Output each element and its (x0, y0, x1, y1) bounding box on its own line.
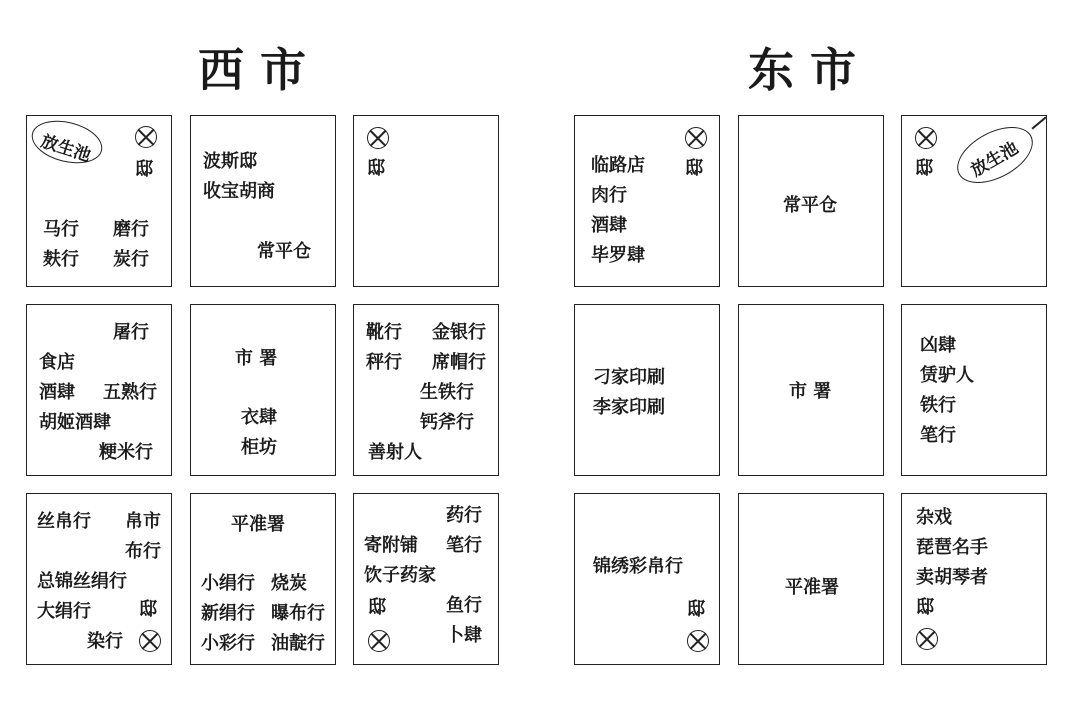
shop-label: 毕罗肆 (591, 245, 645, 266)
shop-label: 酒肆 (591, 215, 627, 236)
shop-label: 铁行 (920, 395, 956, 416)
well-cross-circle-icon (916, 628, 938, 650)
shop-label: 凶肆 (920, 335, 956, 356)
well-cross-circle-icon (915, 127, 937, 149)
shop-label: 大绢行 (37, 601, 91, 622)
shop-label: 席帽行 (432, 352, 486, 373)
well-cross-circle-icon (685, 127, 707, 149)
west-market-title: 西 市 (198, 43, 307, 97)
shop-label: 五熟行 (103, 382, 157, 403)
shop-label: 杂戏 (916, 507, 952, 528)
shop-label: 刁家印刷 (593, 367, 665, 388)
west-block-8 (190, 493, 336, 665)
east-block-7 (574, 493, 720, 665)
shop-label: 生铁行 (420, 382, 474, 403)
shop-label: 磨行 (113, 219, 149, 240)
shop-label: 临路店 (591, 155, 645, 176)
west-block-1 (26, 115, 172, 287)
shop-label: 马行 (43, 219, 79, 240)
residence-label: 邸 (685, 158, 703, 179)
shop-label: 波斯邸 (203, 151, 257, 172)
shop-label: 饮子药家 (364, 565, 436, 586)
west-block-3 (353, 115, 499, 287)
shop-label: 衣肆 (241, 407, 277, 428)
east-block-3 (901, 115, 1047, 287)
west-block-5 (190, 304, 336, 476)
office-label: 平准署 (231, 514, 285, 535)
shop-label: 锦绣彩帛行 (593, 556, 683, 577)
shop-label: 丝帛行 (37, 511, 91, 532)
shop-label: 鱼行 (446, 595, 482, 616)
pond-label: 放生池 (967, 138, 1022, 182)
shop-label: 新绢行 (201, 603, 255, 624)
shop-label: 小彩行 (201, 633, 255, 654)
shop-label: 总锦丝绢行 (37, 571, 127, 592)
shop-label: 食店 (39, 352, 75, 373)
east-block-2 (738, 115, 884, 287)
shop-label: 柜坊 (241, 437, 277, 458)
market-office-label: 市 署 (789, 381, 832, 402)
west-block-2 (190, 115, 336, 287)
shop-label: 油靛行 (271, 633, 325, 654)
shop-label: 赁驴人 (920, 365, 974, 386)
shop-label: 钙斧行 (420, 412, 474, 433)
shop-label: 曝布行 (271, 603, 325, 624)
shop-label: 琵琶名手 (916, 537, 988, 558)
shop-label: 善射人 (368, 442, 422, 463)
shop-label: 烧炭 (271, 573, 307, 594)
residence-label: 邸 (367, 158, 385, 179)
pond-outlet (1031, 116, 1046, 129)
shop-label: 染行 (87, 631, 123, 652)
well-cross-circle-icon (368, 630, 390, 652)
east-block-9 (901, 493, 1047, 665)
shop-label: 笔行 (446, 535, 482, 556)
well-cross-circle-icon (687, 630, 709, 652)
east-block-6 (901, 304, 1047, 476)
shop-label: 炭行 (113, 249, 149, 270)
granary-label: 常平仓 (783, 195, 837, 216)
shop-label: 李家印刷 (593, 397, 665, 418)
shop-label: 麸行 (43, 249, 79, 270)
residence-label: 邸 (916, 597, 934, 618)
shop-label: 笔行 (920, 425, 956, 446)
west-block-7 (26, 493, 172, 665)
east-block-1 (574, 115, 720, 287)
shop-label: 胡姬酒肆 (39, 412, 111, 433)
shop-label: 肉行 (591, 185, 627, 206)
east-block-4 (574, 304, 720, 476)
shop-label: 卖胡琴者 (916, 567, 988, 588)
west-block-9 (353, 493, 499, 665)
shop-label: 粳米行 (99, 442, 153, 463)
west-block-6 (353, 304, 499, 476)
shop-label: 卜肆 (446, 625, 482, 646)
east-market-title: 东 市 (748, 43, 857, 97)
shop-label: 药行 (446, 505, 482, 526)
well-cross-circle-icon (135, 126, 157, 148)
east-block-5 (738, 304, 884, 476)
shop-label: 帛市 (125, 511, 161, 532)
residence-label: 邸 (135, 159, 153, 180)
office-label: 平准署 (785, 577, 839, 598)
shop-label: 秤行 (366, 352, 402, 373)
shop-label: 金银行 (432, 322, 486, 343)
residence-label: 邸 (915, 158, 933, 179)
west-block-4 (26, 304, 172, 476)
well-cross-circle-icon (139, 630, 161, 652)
pond-label: 放生池 (38, 131, 94, 167)
market-office-label: 市 署 (235, 348, 278, 369)
residence-label: 邸 (368, 597, 386, 618)
shop-label: 小绢行 (201, 573, 255, 594)
shop-label: 屠行 (113, 322, 149, 343)
shop-label: 寄附铺 (364, 535, 418, 556)
shop-label: 酒肆 (39, 382, 75, 403)
east-block-8 (738, 493, 884, 665)
shop-label: 收宝胡商 (203, 181, 275, 202)
residence-label: 邸 (687, 599, 705, 620)
granary-label: 常平仓 (257, 241, 311, 262)
shop-label: 靴行 (366, 322, 402, 343)
well-cross-circle-icon (367, 127, 389, 149)
residence-label: 邸 (139, 599, 157, 620)
shop-label: 布行 (125, 541, 161, 562)
